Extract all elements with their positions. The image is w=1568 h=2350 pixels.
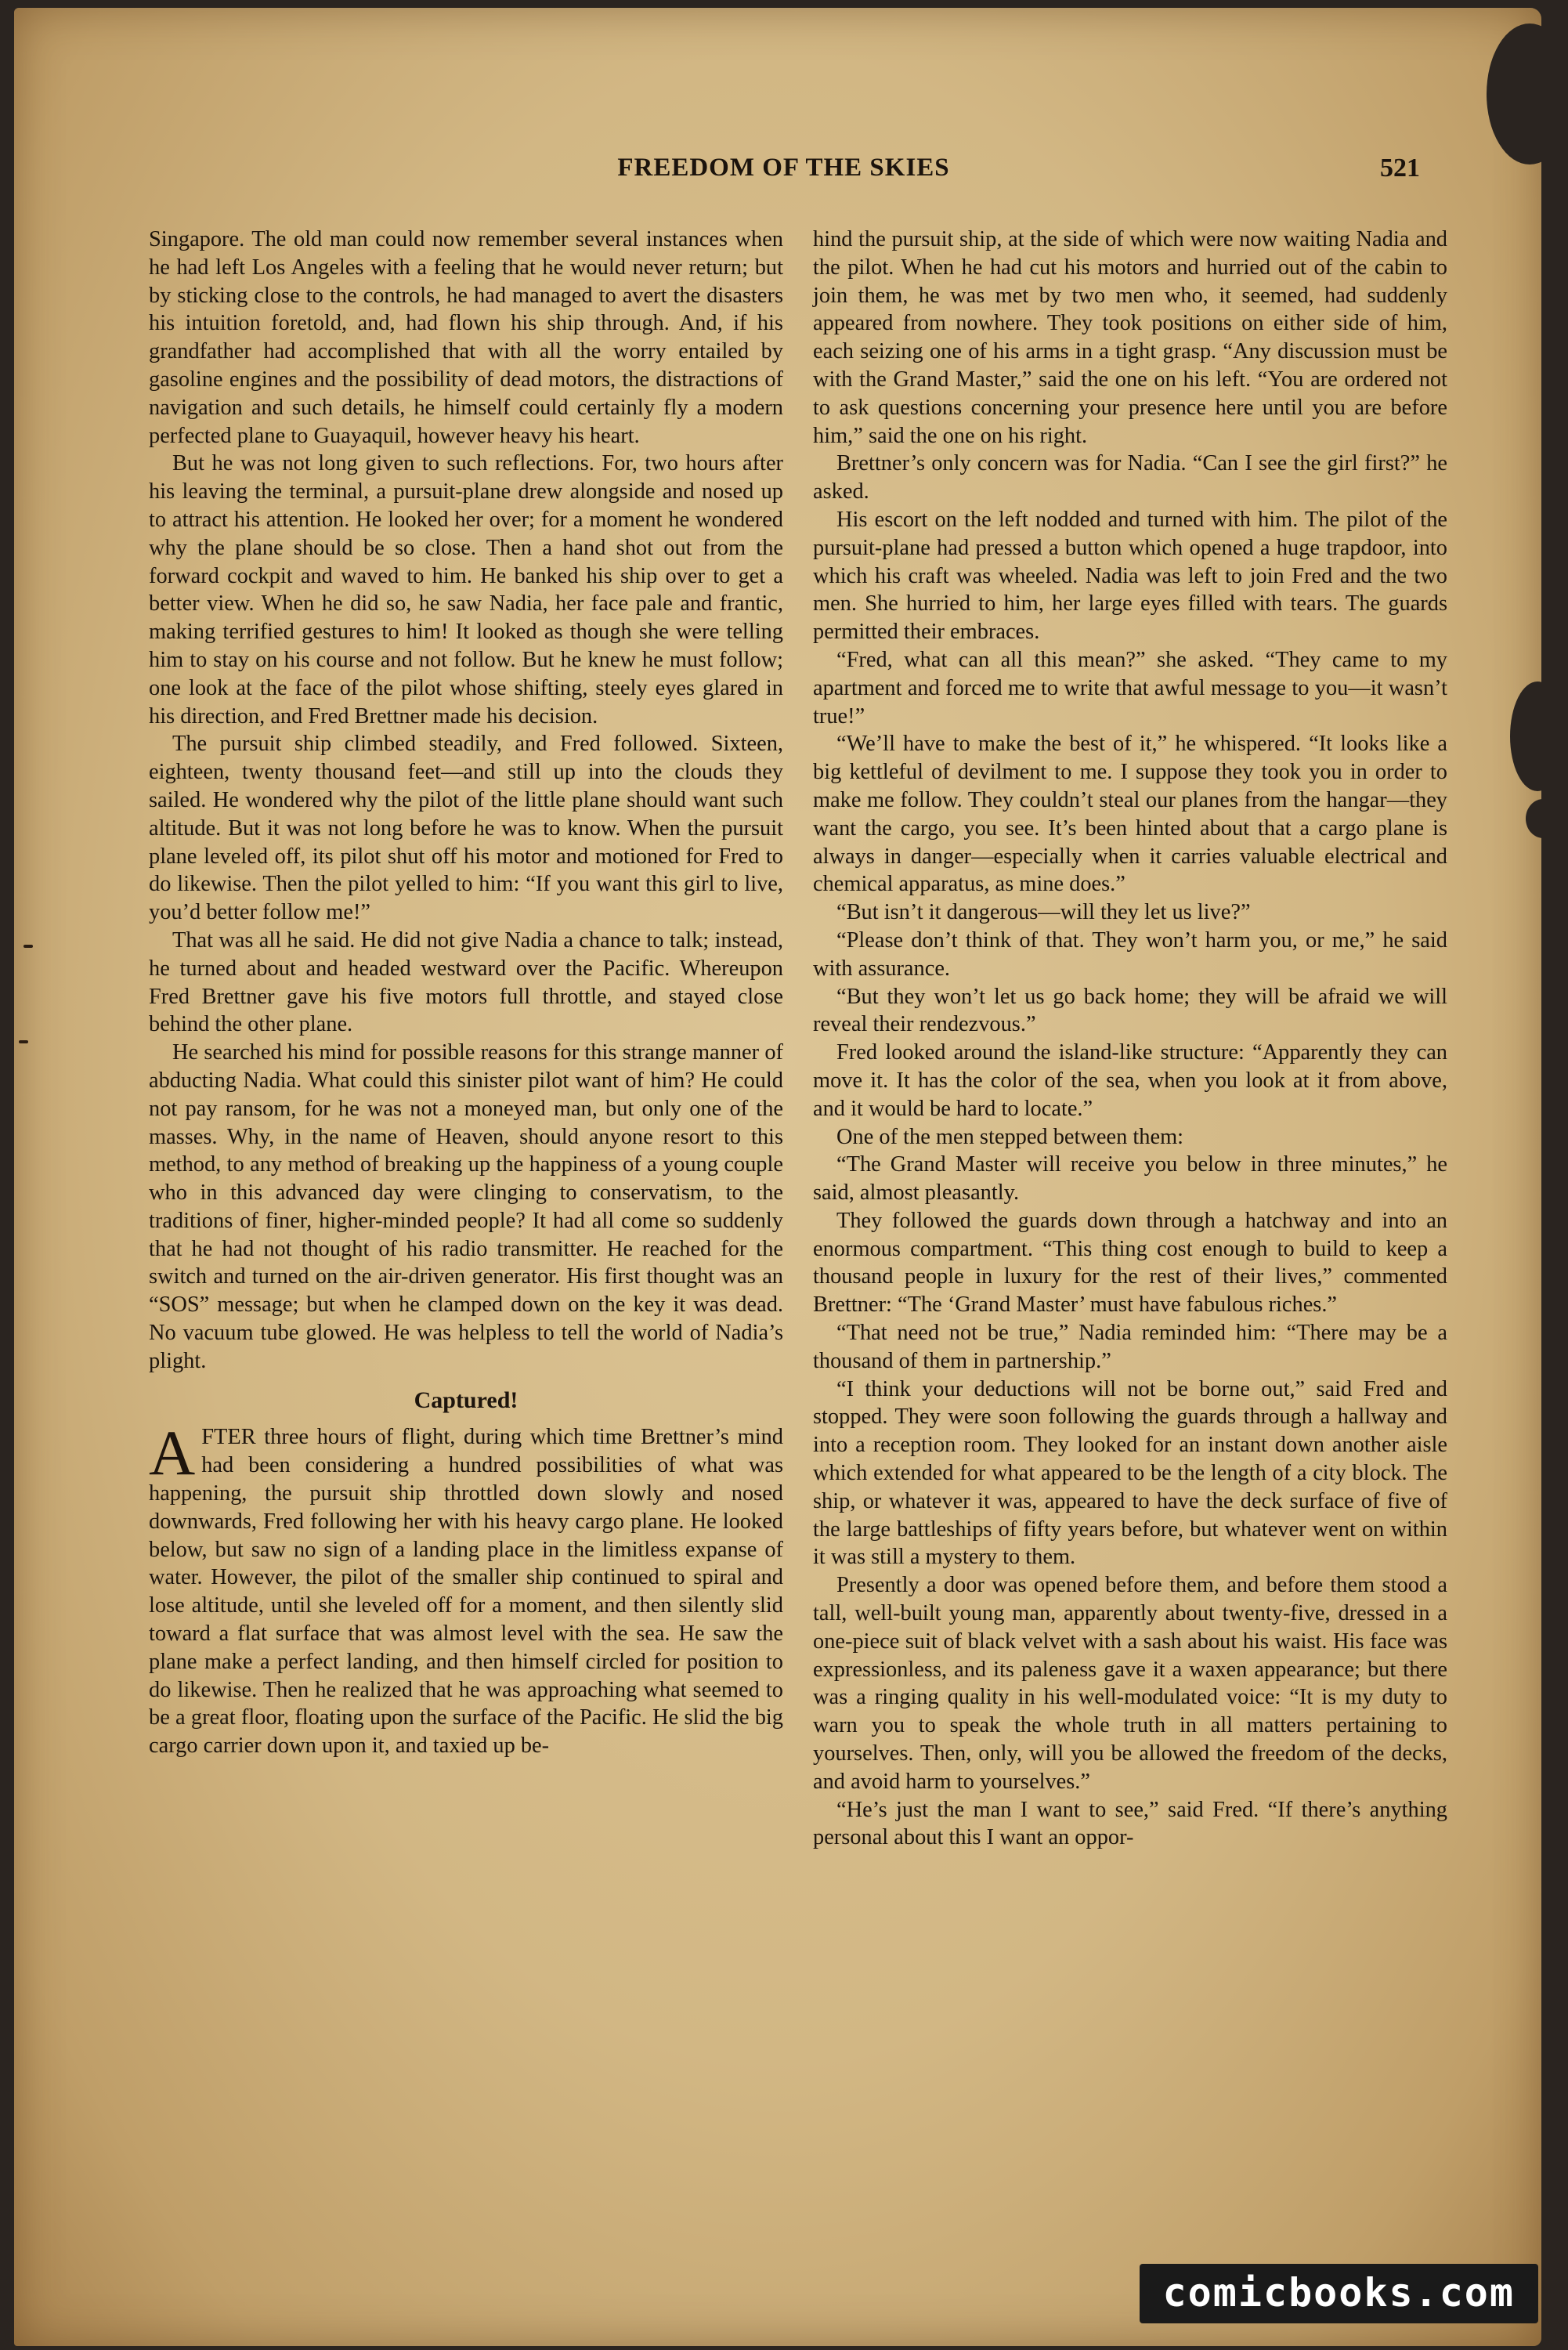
- page-number: 521: [1380, 154, 1420, 183]
- torn-edge: [1487, 24, 1541, 164]
- magazine-page: [14, 8, 1541, 2346]
- page-header: [147, 154, 1420, 194]
- paragraph: “Fred, what can all this mean?” she asked. “They came to my apartment and forced me to write that awful message to you—it wasn’t true!”: [813, 647, 1447, 728]
- paragraph: “He’s just the man I want to see,” said Fred. “If there’s anything personal about this I want an oppor-: [813, 1797, 1447, 1850]
- right-column: [813, 226, 1447, 1852]
- paragraph: “We’ll have to make the best of it,” he whispered. “It looks like a big kettleful of devilment to me. I suppose they took you in order to make me follow. They couldn’t steal our planes from the hangar—they want the cargo, you see. It’s been hinted about that a cargo plane is always in danger—especially when it carries valuable electrical and chemical apparatus, as mine does.”: [813, 732, 1447, 897]
- torn-edge: [1526, 799, 1541, 838]
- paragraph: They followed the guards down through a hatchway and into an enormous compartment. “This thing cost enough to build to keep a thousand people in luxury for the rest of their lives,” commented Brettner: “The ‘Grand Master’ must have fabulous riches.”: [813, 1208, 1447, 1318]
- paragraph: “But they won’t let us go back home; they will be afraid we will reveal their rendezvous.”: [813, 984, 1447, 1037]
- paragraph: “But isn’t it dangerous—will they let us live?”: [836, 900, 1251, 925]
- paragraph: Fred looked around the island-like structure: “Apparently they can move it. It has the color of the sea, when you look at it from above, and it would be hard to locate.”: [813, 1040, 1447, 1121]
- margin-mark: [23, 945, 33, 948]
- paragraph: “That need not be true,” Nadia reminded him: “There may be a thousand of them in partnership.”: [813, 1321, 1447, 1373]
- paragraph: Presently a door was opened before them, and before them stood a tall, well-built young man, apparently about twenty-five, dressed in a one-piece suit of black velvet with a sash about his waist. His face was expressionless, and its paleness gave it a waxen appearance; but there was a ringing quality in his well-modulated voice: “It is my duty to warn you to speak the whole truth in all matters pertaining to yourselves. Then, only, will you be allowed the freedom of the decks, and avoid harm to yourselves.”: [813, 1573, 1447, 1794]
- dropcap-paragraph-text: FTER three hours of flight, during which time Brettner’s mind had been considering a hundred possibilities of what was happening, the pursuit ship throttled down slowly and nosed downwards, Fred following her with his heavy cargo plane. He looked below, but saw no sign of a landing place in the limitless expanse of water. However, the pilot of the smaller ship continued to spiral and lose altitude, until she leveled off for a moment, and then silently slid toward a flat surface that was almost level with the sea. He saw the plane make a perfect landing, and then himself circled for position to do likewise. Then he realized that he was approaching what seemed to be a great floor, floating upon the surface of the Pacific. He slid the big cargo carrier down upon it, and taxied up be-: [149, 1425, 783, 1759]
- paragraph: Brettner’s only concern was for Nadia. “Can I see the girl first?” he asked.: [813, 451, 1447, 504]
- section-subhead: Captured!: [414, 1386, 518, 1413]
- left-column: [149, 226, 783, 1760]
- margin-mark: [19, 1040, 28, 1043]
- drop-cap: A: [149, 1417, 196, 1489]
- paragraph: “I think your deductions will not be borne out,” said Fred and stopped. They were soon following the guards through a hallway and into a reception room. They looked for an instant down another aisle which extended for what appeared to be the length of a city block. The ship, or whatever it was, appeared to have the deck surface of five of the large battleships of fifty years before, but whatever went on within it was still a mystery to them.: [813, 1376, 1447, 1570]
- watermark-logo: comicbooks.com: [1140, 2264, 1538, 2323]
- paragraph: Singapore. The old man could now remember several instances when he had left Los Angeles with a feeling that he would never return; but by sticking close to the controls, he had managed to avert the disasters his intuition foretold, and, had flown his ship through. And, if his grandfather had accomplished that with all the worry entailed by gasoline engines and the possibility of dead motors, the distractions of navigation and such details, he himself could certainly fly a modern perfected plane to Guayaquil, however heavy his heart.: [149, 227, 783, 448]
- paragraph: hind the pursuit ship, at the side of which were now waiting Nadia and the pilot. When he had cut his motors and hurried out of the cabin to join them, he was met by two men who, it seemed, had suddenly appeared from nowhere. They took positions on either side of him, each seizing one of his arms in a tight grasp. “Any discussion must be with the Grand Master,” said the one on his left. “You are ordered not to ask questions concerning your presence here until you are before him,” said the one on his right.: [813, 227, 1447, 448]
- paragraph: That was all he said. He did not give Nadia a chance to talk; instead, he turned about and headed westward over the Pacific. Whereupon Fred Brettner gave his five motors full throttle, and stayed close behind the other plane.: [149, 927, 783, 1037]
- paragraph: “The Grand Master will receive you below in three minutes,” he said, almost pleasantly.: [813, 1152, 1447, 1206]
- running-title: FREEDOM OF THE SKIES: [617, 154, 950, 182]
- paragraph: His escort on the left nodded and turned with him. The pilot of the pursuit-plane had pressed a button which opened a huge trapdoor, into which his craft was wheeled. Nadia was left to join Fred and the two men. She hurried to him, her large eyes filled with tears. The guards permitted their embraces.: [813, 507, 1447, 645]
- paragraph: He searched his mind for possible reasons for this strange manner of abducting Nadia. What could this sinister pilot want of him? He could not pay ransom, for he was not a moneyed man, but only one of the masses. Why, in the name of Heaven, should anyone resort to this method, to any method of breaking up the happiness of a young couple who in this advanced day were clinging to conservatism, to the traditions of finer, higher-minded people? It had all come so suddenly that he had not thought of his radio transmitter. He reached for the switch and turned on the air-driven generator. His first thought was an “SOS” message; but when he clamped down on the key it was dead. No vacuum tube glowed. He was helpless to tell the world of Nadia’s plight.: [149, 1040, 783, 1373]
- paragraph: “Please don’t think of that. They won’t harm you, or me,” he said with assurance.: [813, 927, 1447, 981]
- paragraph: The pursuit ship climbed steadily, and Fred followed. Sixteen, eighteen, twenty thousand feet—and still up into the clouds they sailed. He wondered why the pilot of the little plane should want such altitude. But it was not long before he was to know. When the pursuit plane leveled off, its pilot shut off his motor and motioned for Fred to do likewise. Then the pilot yelled to him: “If you want this girl to live, you’d better follow me!”: [149, 732, 783, 925]
- dropcap-paragraph: [149, 1417, 783, 1760]
- paragraph: One of the men stepped between them:: [836, 1124, 1184, 1149]
- paragraph: But he was not long given to such reflections. For, two hours after his leaving the terminal, a pursuit-plane drew alongside and nosed up to attract his attention. He looked her over; for a moment he wondered why the plane should be so close. Then a hand shot out from the forward cockpit and waved to him. He banked his ship over to get a better view. When he did so, he saw Nadia, her face pale and frantic, making terrified gestures to him! It looked as though she were telling him to stay on his course and not follow. But he knew he must follow; one look at the face of the pilot whose shifting, steely eyes glared in his direction, and Fred Brettner made his decision.: [149, 451, 783, 728]
- torn-edge: [1510, 682, 1541, 791]
